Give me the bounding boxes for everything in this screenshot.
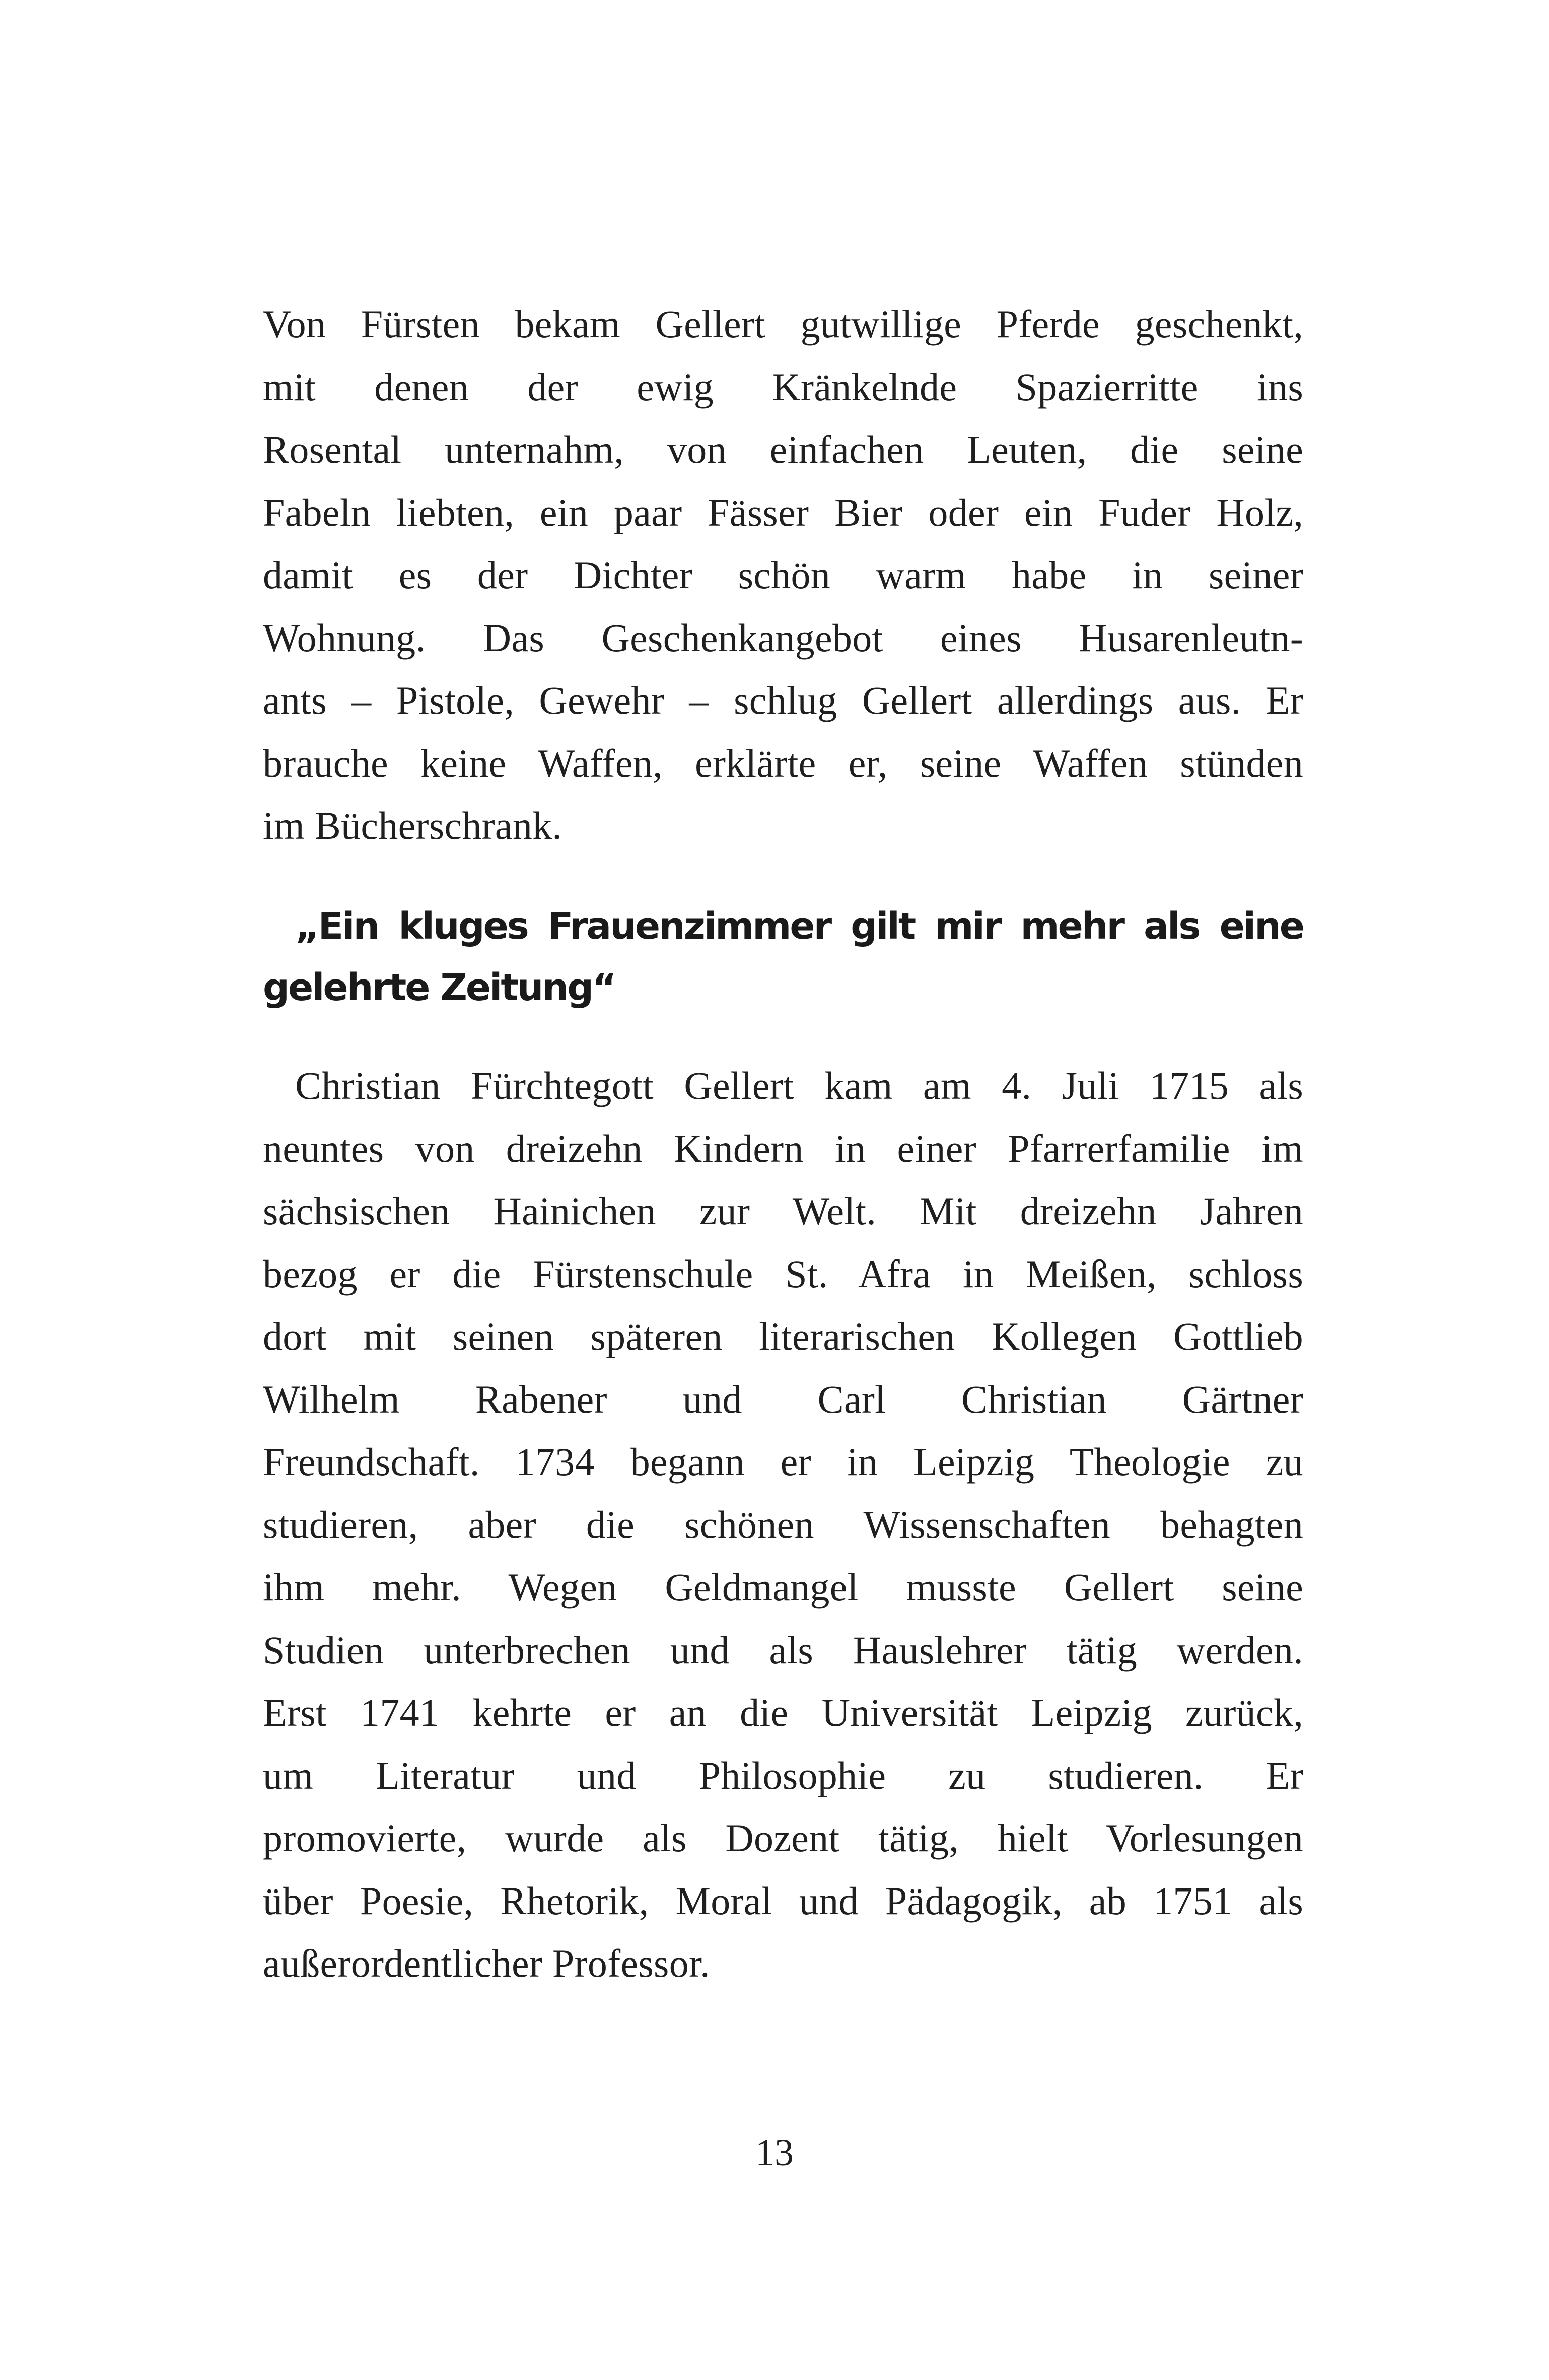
text-line: ants – Pistole, Gewehr – schlug Gellert allerdings aus. Er	[263, 678, 1303, 722]
text-line: außerordentlicher Professor.	[263, 1941, 710, 1985]
text-line: mit denen der ewig Kränkelnde Spazierritte ins	[263, 365, 1303, 409]
paragraph-biography	[263, 1055, 1303, 1995]
text-line: Christian Fürchtegott Gellert kam am 4. Juli 1715 als	[295, 1064, 1303, 1107]
page-number: 13	[755, 2132, 794, 2174]
text-line: bezog er die Fürstenschule St. Afra in Meißen, schloss	[263, 1251, 1303, 1296]
text-line: neuntes von dreizehn Kindern in einer Pfarrerfamilie im	[263, 1126, 1303, 1170]
text-line: Wilhelm Rabener und Carl Christian Gärtner	[263, 1377, 1303, 1421]
text-line: Studien unterbrechen und als Hauslehrer tätig werden.	[263, 1628, 1303, 1672]
heading-line: „Ein kluges Frauenzimmer gilt mir mehr als eine	[295, 904, 1303, 948]
text-line: über Poesie, Rhetorik, Moral und Pädagogik, ab 1751 als	[263, 1878, 1303, 1923]
text-line: Von Fürsten bekam Gellert gutwillige Pferde geschenkt,	[263, 302, 1303, 346]
text-line: damit es der Dichter schön warm habe in seiner	[263, 553, 1303, 597]
text-line: um Literatur und Philosophie zu studieren. Er	[263, 1753, 1303, 1797]
text-line: Erst 1741 kehrte er an die Universität Leipzig zurück,	[263, 1691, 1303, 1734]
text-line: Freundschaft. 1734 begann er in Leipzig Theologie zu	[263, 1440, 1303, 1484]
text-line: brauche keine Waffen, erklärte er, seine Waffen stünden	[263, 741, 1303, 785]
text-line: sächsischen Hainichen zur Welt. Mit dreizehn Jahren	[263, 1189, 1303, 1233]
paragraph-gifts	[263, 293, 1303, 858]
text-line: im Bücherschrank.	[263, 804, 562, 848]
text-line: Wohnung. Das Geschenkangebot eines Husarenleutn-	[263, 615, 1303, 660]
text-line: ihm mehr. Wegen Geldmangel musste Gellert seine	[263, 1565, 1303, 1609]
text-line: Fabeln liebten, ein paar Fässer Bier oder ein Fuder Holz,	[263, 490, 1303, 534]
text-line: Rosental unternahm, von einfachen Leuten, die seine	[263, 428, 1303, 471]
section-heading	[263, 895, 1303, 1018]
text-line: studieren, aber die schönen Wissenschaften behagten	[263, 1502, 1303, 1547]
text-line: dort mit seinen späteren literarischen Kollegen Gottlieb	[263, 1314, 1303, 1358]
text-line: promovierte, wurde als Dozent tätig, hielt Vorlesungen	[263, 1816, 1303, 1860]
heading-line: gelehrte Zeitung“	[263, 966, 615, 1009]
